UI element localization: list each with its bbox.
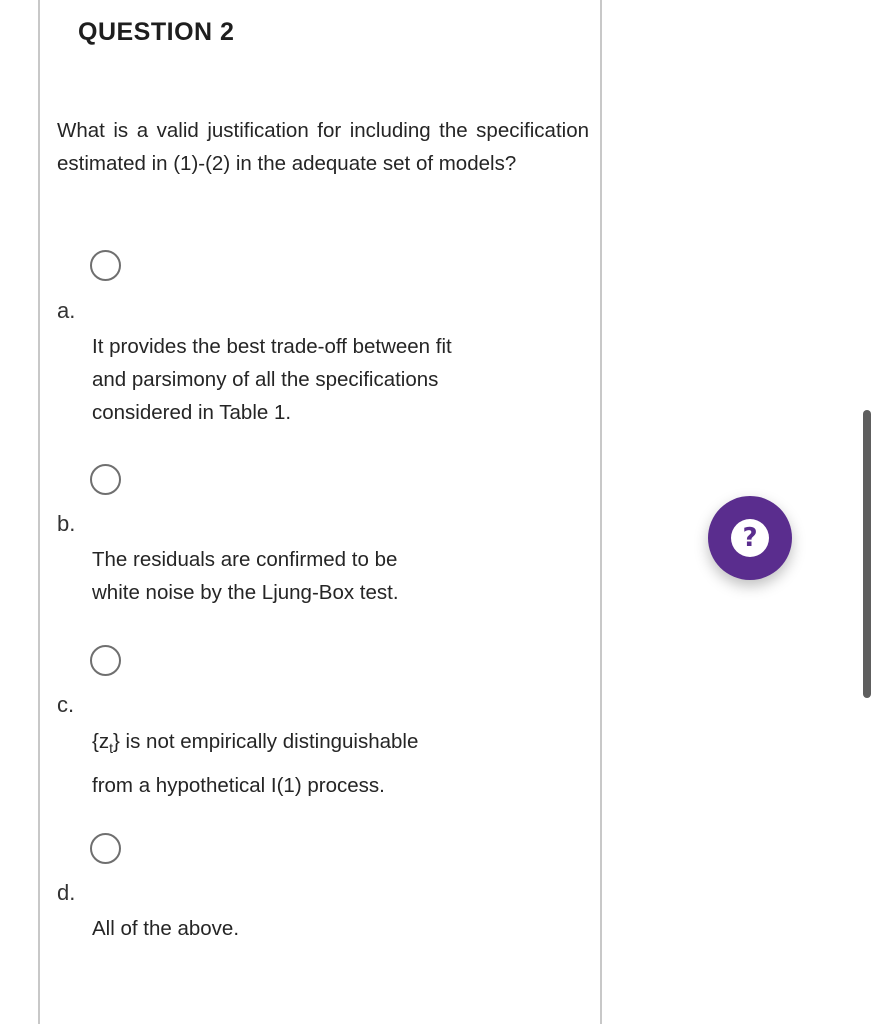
- option-d-text[interactable]: All of the above.: [92, 917, 240, 940]
- question-title: QUESTION 2: [78, 18, 235, 46]
- option-d-radio[interactable]: [90, 833, 121, 864]
- scrollbar[interactable]: [863, 410, 871, 698]
- option-a-letter: a.: [57, 298, 76, 323]
- option-b-letter: b.: [57, 511, 76, 536]
- help-glyph: ?: [742, 523, 758, 553]
- option-c-letter: c.: [57, 692, 75, 717]
- option-d-letter: d.: [57, 880, 76, 905]
- option-c-text-suffix: } is not empirically distinguishable from a hypothetical I(1) process.: [92, 730, 419, 797]
- question-panel: [38, 0, 602, 1024]
- help-button[interactable]: [708, 496, 792, 580]
- question-text: What is a valid justification for including the specification estimated in (1)-(2) in the adequate set of models?: [57, 119, 589, 175]
- option-c-radio[interactable]: [90, 645, 121, 676]
- option-c-text-prefix: {z: [92, 730, 110, 753]
- question-mark-icon: [731, 519, 769, 557]
- option-c-text[interactable]: [92, 723, 454, 804]
- option-a-text[interactable]: It provides the best trade-off between fit and parsimony of all the specifications considered in Table 1.: [92, 335, 452, 424]
- option-a-radio[interactable]: [90, 250, 121, 281]
- option-b-radio[interactable]: [90, 464, 121, 495]
- option-c-text-subscript: t: [109, 740, 113, 756]
- option-b-text[interactable]: The residuals are confirmed to be white noise by the Ljung-Box test.: [92, 548, 399, 604]
